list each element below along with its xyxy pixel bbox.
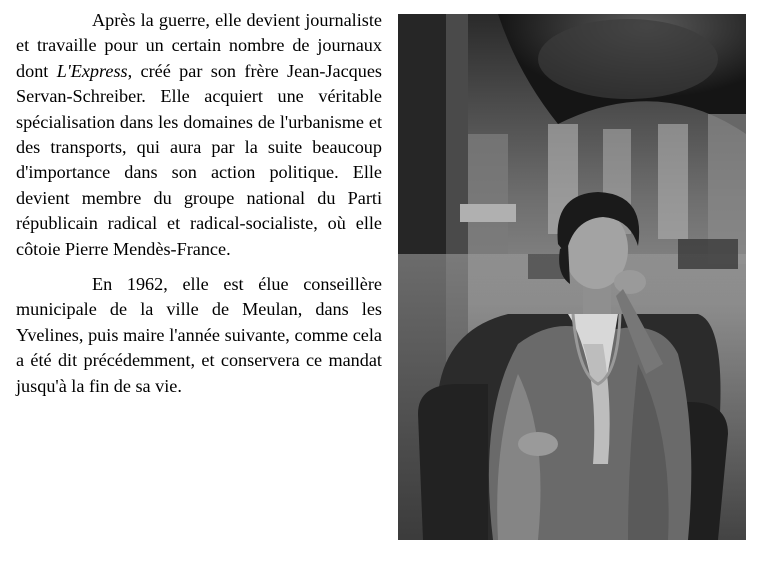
paragraph-1-part-2: , créé par son frère Jean-Jacques Servan-Schreiber. Elle acquiert une véritable spécialisation dans les domaines de l'urbanisme et des transports, qui aura par la suite beaucoup d'importance dans son action politique. Elle devient membre du groupe national du Parti républicain radical et radical-socialiste, où elle côtoie Pierre Mendès-France. [16,60,382,259]
newspaper-title: L'Express [56,60,128,81]
body-text [16,8,382,399]
paragraph-1-part-1: Après la guerre, elle devient journaliste et travaille pour un certain nombre de journaux dont [16,10,382,81]
paragraph-postwar-career [16,8,382,262]
portrait-photo [398,14,746,540]
paragraph-meulan-mandate: En 1962, elle est élue conseillère municipale de la ville de Meulan, dans les Yvelines, puis maire l'année suivante, comme cela a été dit précédemment, et conservera ce mandat jusqu'à la fin de sa vie. [16,274,382,396]
